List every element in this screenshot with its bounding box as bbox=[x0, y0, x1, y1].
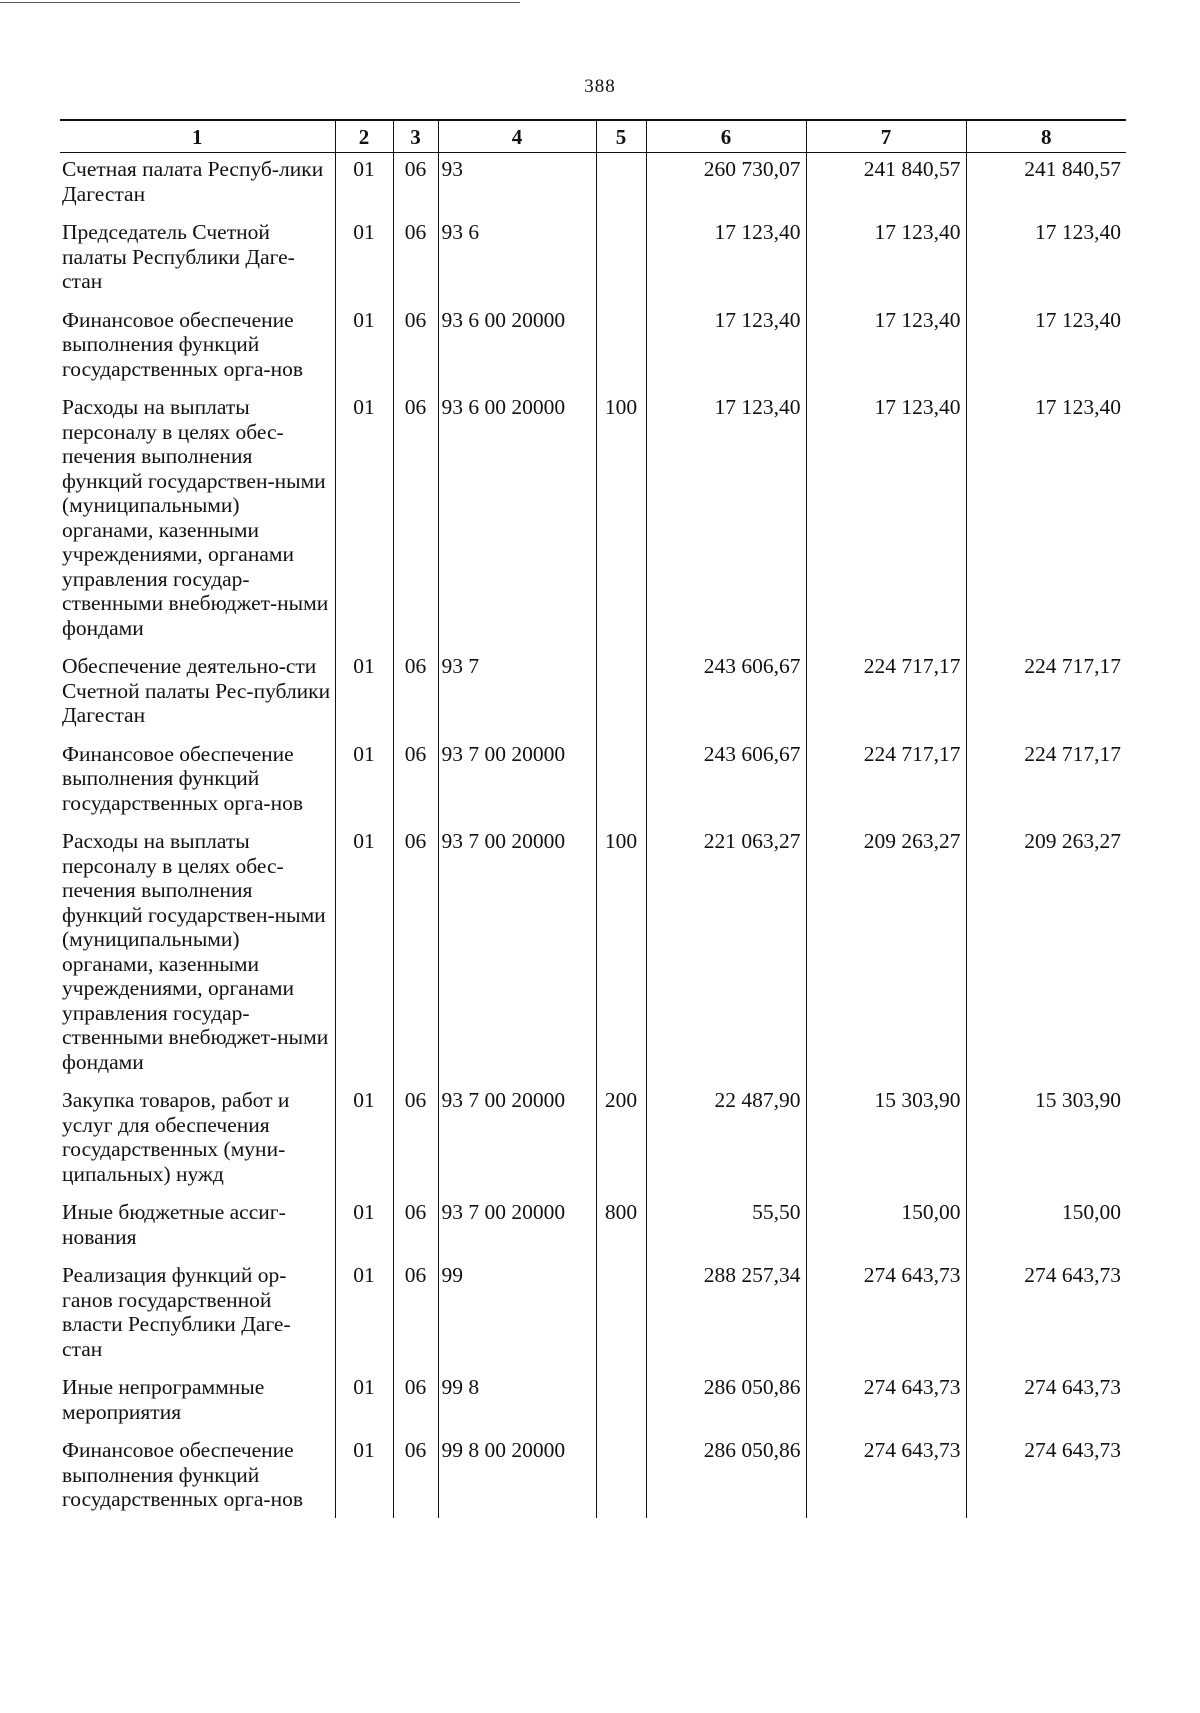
row-name-cell: Обеспечение деятельно-сти Счетной палаты Рес-публики Дагестан bbox=[60, 650, 335, 738]
section-code-cell: 01 bbox=[335, 1434, 393, 1518]
top-rule bbox=[0, 2, 520, 3]
expense-type-cell: 100 bbox=[596, 825, 646, 1084]
row-name-cell: Расходы на выплаты персоналу в целях обес-печения выполнения функций государствен-ными (муниципальными) органами, казенными учреждениями, органами управления государ-ственными внебюджет-ными фондами bbox=[60, 391, 335, 650]
amount-col-8-cell: 274 643,73 bbox=[1024, 1375, 1121, 1399]
subsection-code-cell: 06 bbox=[393, 304, 438, 392]
table-row bbox=[60, 738, 1126, 826]
table-row bbox=[60, 391, 1126, 650]
table-row bbox=[60, 1371, 1126, 1434]
amount-col-6-cell: 243 606,67 bbox=[646, 738, 806, 826]
target-article-cell: 93 7 00 20000 bbox=[438, 825, 596, 1084]
row-name-cell: Реализация функций ор-ганов государственной власти Республики Даге-стан bbox=[60, 1259, 335, 1371]
amount-col-8-cell: 150,00 bbox=[1061, 1200, 1121, 1224]
amount-col-7-cell: 209 263,27 bbox=[806, 825, 966, 1084]
section-code-cell: 01 bbox=[335, 1259, 393, 1371]
amount-col-7-cell: 224 717,17 bbox=[806, 650, 966, 738]
amount-col-7-cell: 150,00 bbox=[806, 1196, 966, 1259]
amount-col-8-cell: 17 123,40 bbox=[1035, 220, 1121, 244]
expense-type-cell bbox=[596, 1434, 646, 1518]
table-row bbox=[60, 1259, 1126, 1371]
expense-type-cell bbox=[596, 1371, 646, 1434]
amount-col-6-cell: 260 730,07 bbox=[646, 153, 806, 217]
subsection-code-cell: 06 bbox=[393, 738, 438, 826]
subsection-code-cell: 06 bbox=[393, 1371, 438, 1434]
section-code-cell: 01 bbox=[335, 825, 393, 1084]
amount-col-6-cell: 17 123,40 bbox=[646, 216, 806, 304]
header-col-4: 4 bbox=[438, 120, 596, 153]
header-col-7: 7 bbox=[806, 120, 966, 153]
target-article-cell: 93 bbox=[438, 153, 596, 217]
table-row bbox=[60, 1084, 1126, 1196]
section-code-cell: 01 bbox=[335, 216, 393, 304]
amount-col-8-cell: 224 717,17 bbox=[1024, 654, 1121, 678]
amount-col-6-cell: 288 257,34 bbox=[646, 1259, 806, 1371]
table-row bbox=[60, 216, 1126, 304]
amount-col-7-cell: 274 643,73 bbox=[806, 1434, 966, 1518]
target-article-cell: 99 8 00 20000 bbox=[438, 1434, 596, 1518]
expense-type-cell: 200 bbox=[596, 1084, 646, 1196]
expense-type-cell bbox=[596, 216, 646, 304]
target-article-cell: 93 6 bbox=[438, 216, 596, 304]
table-body bbox=[60, 153, 1126, 1518]
row-name-cell: Председатель Счетной палаты Республики Даге-стан bbox=[60, 216, 335, 304]
subsection-code-cell: 06 bbox=[393, 1259, 438, 1371]
header-col-6: 6 bbox=[646, 120, 806, 153]
section-code-cell: 01 bbox=[335, 391, 393, 650]
amount-col-8-cell: 274 643,73 bbox=[1024, 1438, 1121, 1462]
section-code-cell: 01 bbox=[335, 1084, 393, 1196]
amount-col-7-cell: 17 123,40 bbox=[806, 216, 966, 304]
amount-col-7-cell: 274 643,73 bbox=[806, 1259, 966, 1371]
row-name-cell: Иные непрограммные мероприятия bbox=[60, 1371, 335, 1434]
table-row bbox=[60, 650, 1126, 738]
section-code-cell: 01 bbox=[335, 738, 393, 826]
row-name-cell: Финансовое обеспечение выполнения функций государственных орга-нов bbox=[60, 304, 335, 392]
subsection-code-cell: 06 bbox=[393, 216, 438, 304]
target-article-cell: 99 8 bbox=[438, 1371, 596, 1434]
amount-col-7-cell: 224 717,17 bbox=[806, 738, 966, 826]
amount-col-7-cell: 241 840,57 bbox=[806, 153, 966, 217]
amount-col-6-cell: 22 487,90 bbox=[646, 1084, 806, 1196]
table-header-row bbox=[60, 120, 1126, 153]
amount-col-7-cell: 15 303,90 bbox=[806, 1084, 966, 1196]
amount-col-6-cell: 17 123,40 bbox=[646, 391, 806, 650]
header-col-8: 8 bbox=[966, 120, 1126, 153]
subsection-code-cell: 06 bbox=[393, 391, 438, 650]
expense-type-cell: 100 bbox=[596, 391, 646, 650]
expense-type-cell: 800 bbox=[596, 1196, 646, 1259]
row-name-cell: Счетная палата Респуб-лики Дагестан bbox=[60, 153, 335, 217]
row-name-cell: Финансовое обеспечение выполнения функций государственных орга-нов bbox=[60, 738, 335, 826]
subsection-code-cell: 06 bbox=[393, 825, 438, 1084]
table-row bbox=[60, 1196, 1126, 1259]
amount-col-8-cell: 274 643,73 bbox=[1024, 1263, 1121, 1287]
amount-col-8-cell: 17 123,40 bbox=[1035, 395, 1121, 419]
row-name-cell: Иные бюджетные ассиг-нования bbox=[60, 1196, 335, 1259]
amount-col-8-cell: 15 303,90 bbox=[1035, 1088, 1121, 1112]
expense-type-cell bbox=[596, 738, 646, 826]
amount-col-6-cell: 221 063,27 bbox=[646, 825, 806, 1084]
expense-type-cell bbox=[596, 650, 646, 738]
section-code-cell: 01 bbox=[335, 304, 393, 392]
amount-col-8-cell: 209 263,27 bbox=[1024, 829, 1121, 853]
section-code-cell: 01 bbox=[335, 650, 393, 738]
target-article-cell: 93 6 00 20000 bbox=[438, 391, 596, 650]
table-row bbox=[60, 153, 1126, 217]
amount-col-6-cell: 55,50 bbox=[646, 1196, 806, 1259]
expense-type-cell bbox=[596, 153, 646, 217]
row-name-cell: Финансовое обеспечение выполнения функций государственных орга-нов bbox=[60, 1434, 335, 1518]
header-col-5: 5 bbox=[596, 120, 646, 153]
amount-col-8-cell: 241 840,57 bbox=[1024, 157, 1121, 181]
target-article-cell: 93 7 00 20000 bbox=[438, 1084, 596, 1196]
expense-type-cell bbox=[596, 1259, 646, 1371]
amount-col-8-cell: 17 123,40 bbox=[1035, 307, 1121, 332]
subsection-code-cell: 06 bbox=[393, 1084, 438, 1196]
header-col-1: 1 bbox=[60, 120, 335, 153]
section-code-cell: 01 bbox=[335, 1371, 393, 1434]
budget-table bbox=[60, 119, 1126, 1518]
row-name-cell: Расходы на выплаты персоналу в целях обес-печения выполнения функций государствен-ными (муниципальными) органами, казенными учреждениями, органами управления государ-ственными внебюджет-ными фондами bbox=[60, 825, 335, 1084]
table-row bbox=[60, 1434, 1126, 1518]
target-article-cell: 93 7 00 20000 bbox=[438, 738, 596, 826]
subsection-code-cell: 06 bbox=[393, 153, 438, 217]
page-number: 388 bbox=[584, 76, 616, 97]
target-article-cell: 93 7 bbox=[438, 650, 596, 738]
subsection-code-cell: 06 bbox=[393, 1196, 438, 1259]
target-article-cell: 99 bbox=[438, 1259, 596, 1371]
amount-col-7-cell: 274 643,73 bbox=[806, 1371, 966, 1434]
amount-col-6-cell: 17 123,40 bbox=[646, 304, 806, 392]
amount-col-6-cell: 243 606,67 bbox=[646, 650, 806, 738]
amount-col-8-cell: 224 717,17 bbox=[1024, 741, 1121, 766]
section-code-cell: 01 bbox=[335, 153, 393, 217]
header-col-2: 2 bbox=[335, 120, 393, 153]
target-article-cell: 93 7 00 20000 bbox=[438, 1196, 596, 1259]
section-code-cell: 01 bbox=[335, 1196, 393, 1259]
target-article-cell: 93 6 00 20000 bbox=[438, 304, 596, 392]
table-row bbox=[60, 304, 1126, 392]
amount-col-7-cell: 17 123,40 bbox=[806, 391, 966, 650]
expense-type-cell bbox=[596, 304, 646, 392]
amount-col-7-cell: 17 123,40 bbox=[806, 304, 966, 392]
table-row bbox=[60, 825, 1126, 1084]
header-col-3: 3 bbox=[393, 120, 438, 153]
row-name-cell: Закупка товаров, работ и услуг для обеспечения государственных (муни-ципальных) нужд bbox=[60, 1084, 335, 1196]
amount-col-6-cell: 286 050,86 bbox=[646, 1434, 806, 1518]
subsection-code-cell: 06 bbox=[393, 650, 438, 738]
amount-col-6-cell: 286 050,86 bbox=[646, 1371, 806, 1434]
subsection-code-cell: 06 bbox=[393, 1434, 438, 1518]
